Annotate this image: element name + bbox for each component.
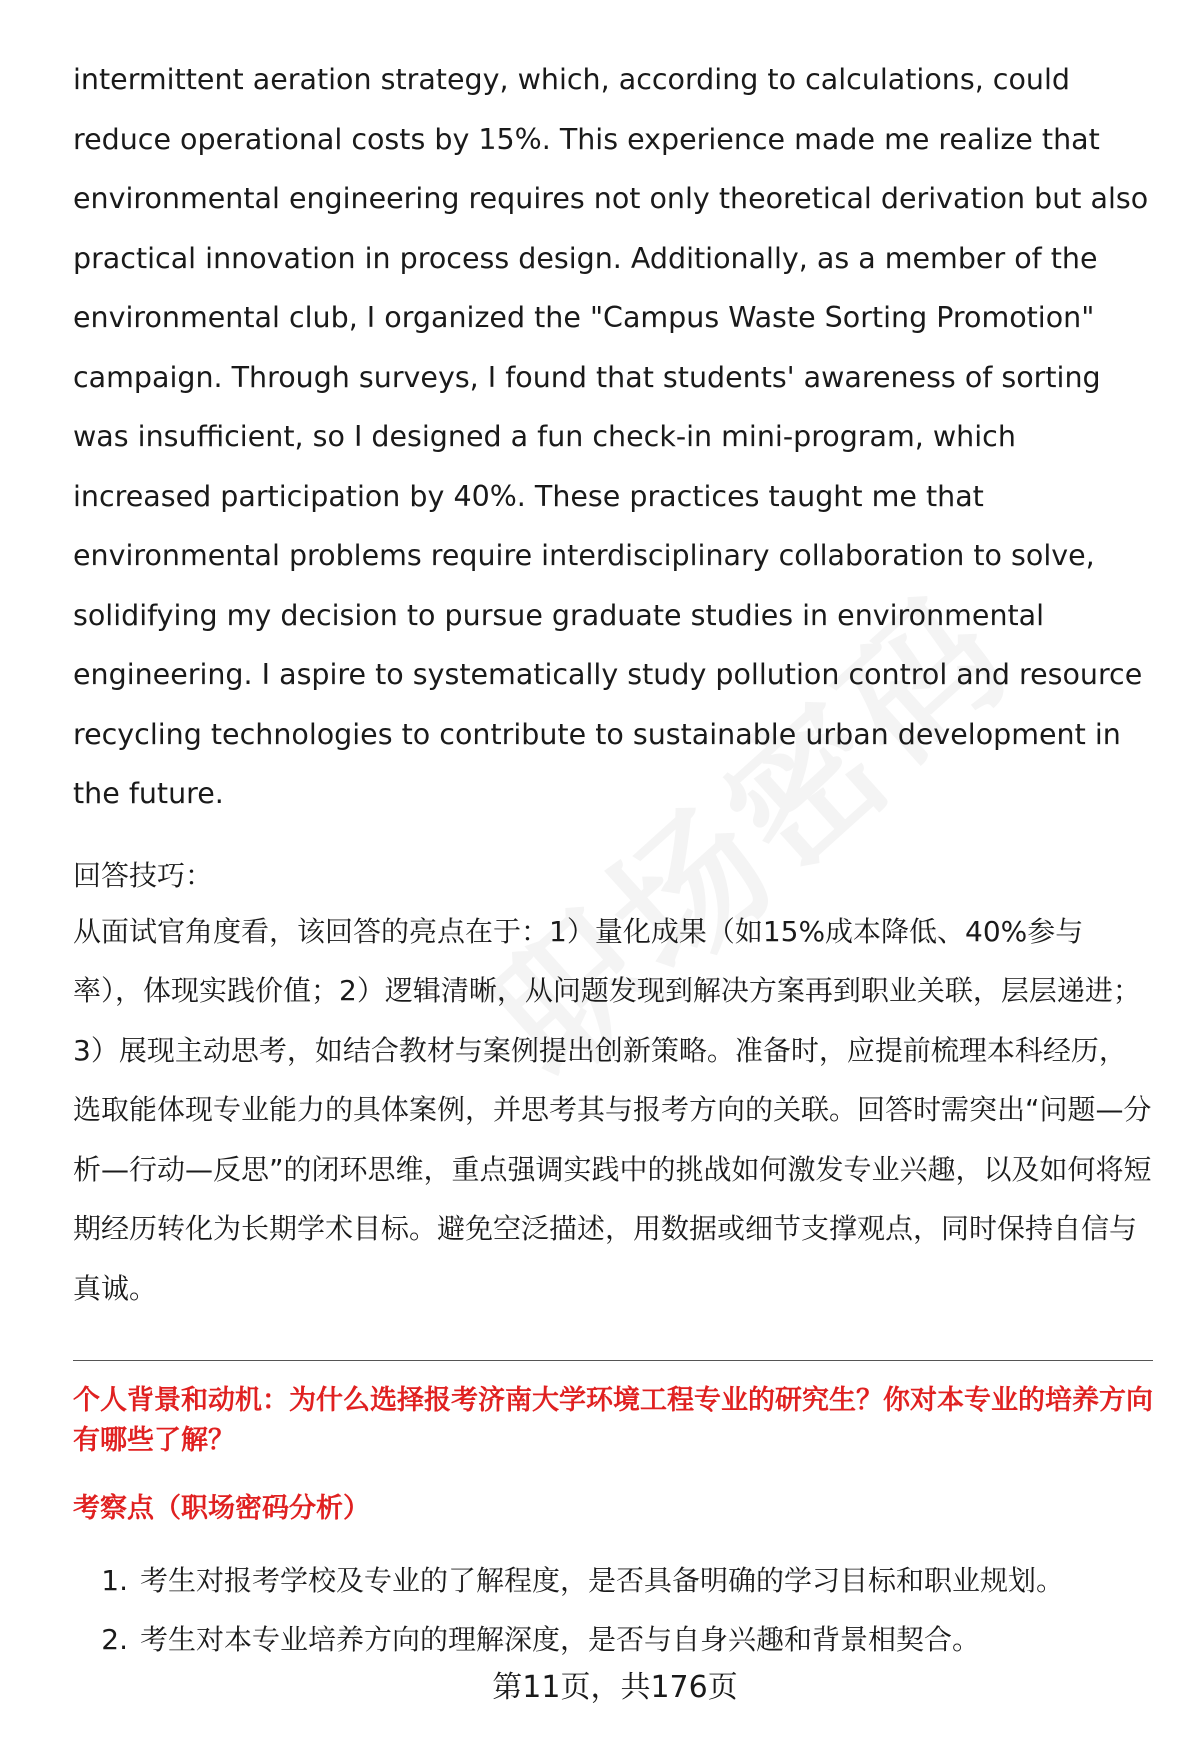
section-divider xyxy=(73,1360,1153,1361)
page-number: 第11页，共176页 xyxy=(492,1670,738,1705)
page-content xyxy=(73,50,1153,1669)
list-item xyxy=(73,1610,1153,1669)
tips-title: 回答技巧： xyxy=(73,858,214,892)
list-item-text: 考生对报考学校及专业的了解程度，是否具备明确的学习目标和职业规划。 xyxy=(140,1564,1065,1597)
question-heading: 个人背景和动机：为什么选择报考济南大学环境工程专业的研究生？你对本专业的培养方向有哪些了解？ xyxy=(73,1385,1153,1456)
list-item xyxy=(73,1551,1153,1610)
list-item-number: 1. xyxy=(101,1564,128,1597)
list-item-text: 考生对本专业培养方向的理解深度，是否与自身兴趣和背景相契合。 xyxy=(140,1623,981,1656)
focus-title: 考察点（职场密码分析） xyxy=(73,1493,370,1524)
focus-list xyxy=(73,1551,1153,1669)
answer-paragraph: intermittent aeration strategy, which, according to calculations, could reduce operational costs by 15%. This experience made me realize that environmental engineering requires not only theoretical derivation but also practical innovation in process design. Additionally, as a member of the environmental club, I organized the "Campus Waste Sorting Promotion" campaign. Through surveys, I found that students' awareness of sorting was insufficient, so I designed a fun check-in mini-program, which increased participation by 40%. These practices taught me that environmental problems require interdisciplinary collaboration to solve, solidifying my decision to pursue graduate studies in environmental engineering. I aspire to systematically study pollution control and resource recycling technologies to contribute to sustainable urban development in the future. xyxy=(73,63,1149,810)
list-item-number: 2. xyxy=(101,1623,128,1656)
tips-body: 从面试官角度看，该回答的亮点在于：1）量化成果（如15%成本降低、40%参与率），体现实践价值；2）逻辑清晰，从问题发现到解决方案再到职业关联，层层递进；3）展现主动思考，如结合教材与案例提出创新策略。准备时，应提前梳理本科经历，选取能体现专业能力的具体案例，并思考其与报考方向的关联。回答时需突出“问题—分析—行动—反思”的闭环思维，重点强调实践中的挑战如何激发专业兴趣，以及如何将短期经历转化为长期学术目标。避免空泛描述，用数据或细节支撑观点，同时保持自信与真诚。 xyxy=(73,914,1152,1305)
